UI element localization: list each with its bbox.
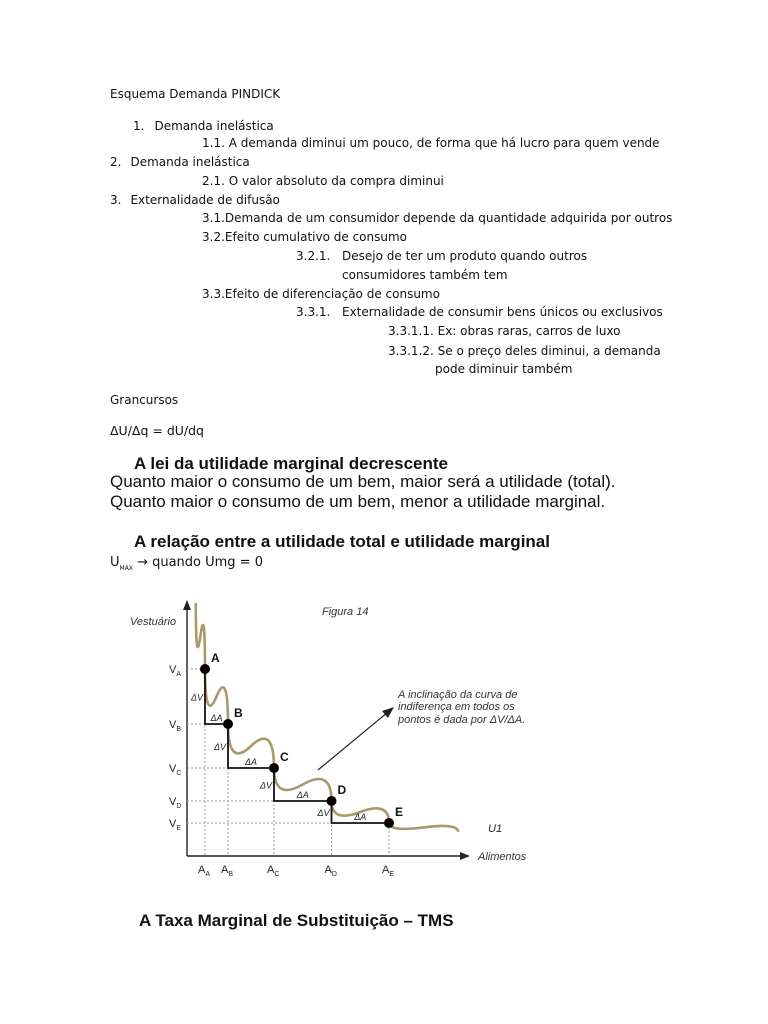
y-axis-label: Vestuário [130, 616, 177, 628]
outline-item-3 [110, 192, 280, 208]
y-tick-label: $V_B$ [169, 719, 182, 733]
tms-title: A Taxa Marginal de Substituição – TMS [139, 911, 454, 930]
item-text: Desejo de ter um produto quando outros [342, 249, 588, 263]
item-text: Demanda de um consumidor depende da quantidade adquirida por outros [224, 211, 673, 225]
u-subscript: MÁX [119, 565, 133, 572]
y-tick-subscript: C [176, 770, 182, 777]
note-line-2: indiferença em todos os [398, 701, 515, 713]
outline-item-1 [133, 118, 274, 134]
y-tick-subscript: A [176, 671, 182, 678]
indifference-curve-figure [112, 588, 542, 888]
x-tick-label: $A_C$ [267, 864, 280, 878]
note-arrowhead [382, 707, 394, 718]
y-tick-label: $V_C$ [169, 763, 182, 777]
y-tick-subscript: D [176, 803, 182, 810]
x-tick-label: $A_E$ [382, 864, 395, 878]
x-tick-subscript: E [389, 871, 395, 878]
item-text: A demanda diminui um pouco, de forma que há lucro para quem vende [228, 136, 660, 150]
point-label: D [337, 783, 347, 797]
outline-title: Esquema Demanda PINDICK [110, 87, 281, 101]
item-text: Ex: obras raras, carros de luxo [437, 324, 621, 338]
delta-a-label: ΔA [245, 757, 258, 767]
outline-item-3-3-1-2-cont: pode diminuir também [435, 362, 573, 376]
y-tick-subscript: E [176, 825, 182, 832]
item-number: 3.2.1. [296, 249, 331, 263]
umax-condition: → quando Umg = 0 [137, 555, 263, 570]
item-number: 2. [110, 155, 122, 169]
law-line-1: Quanto maior o consumo de um bem, maior será a utilidade (total). [110, 472, 616, 491]
relation-title: A relação entre a utilidade total e utilidade marginal [134, 532, 550, 551]
x-tick-label: $A_A$ [198, 864, 211, 878]
item-number: 3.3.1.2. [388, 344, 434, 358]
item-text: Demanda inelástica [130, 155, 250, 169]
curve-label: U1 [488, 823, 503, 835]
item-number: 2.1. [202, 174, 225, 188]
item-number: 3.3.1.1. [388, 324, 434, 338]
law-line-2: Quanto maior o consumo de um bem, menor a utilidade marginal. [110, 492, 606, 511]
delta-v-label: ΔV [214, 742, 227, 752]
outline-item-3-3-1-2 [388, 343, 661, 359]
point-label: C [280, 750, 289, 764]
delta-a-label: ΔA [354, 812, 367, 822]
point-label: E [395, 805, 404, 819]
outline-item-3-2 [202, 229, 407, 245]
outline-item-3-3-1-1 [388, 323, 621, 339]
item-number: 3.1. [202, 211, 225, 225]
item-number: 1. [133, 119, 145, 133]
x-axis-label: Alimentos [478, 851, 527, 863]
y-tick-label: $V_E$ [169, 818, 182, 832]
x-tick-label: $A_D$ [324, 864, 337, 878]
delta-a-label: ΔA [210, 713, 223, 723]
delta-a-label: ΔA [296, 790, 309, 800]
y-axis-arrow [183, 600, 191, 610]
outline-item-2 [110, 154, 250, 170]
item-number: 3.3. [202, 287, 225, 301]
point-b [223, 719, 233, 729]
law-title: A lei da utilidade marginal decrescente [134, 454, 448, 473]
umax-rule [110, 555, 263, 573]
x-tick-subscript: D [331, 871, 337, 878]
figure-caption: Figura 14 [322, 606, 369, 618]
item-text: Externalidade de difusão [130, 193, 280, 207]
outline-item-3-3-1 [296, 304, 663, 320]
outline-item-3-3 [202, 286, 440, 302]
note-arrow [318, 712, 388, 770]
outline-item-3-1 [202, 210, 672, 226]
y-tick-label: $V_A$ [169, 664, 182, 678]
outline-item-1-1 [202, 135, 660, 151]
point-a [200, 664, 210, 674]
x-axis-arrow [460, 852, 470, 860]
outline-item-2-1 [202, 173, 444, 189]
item-number: 3.3.1. [296, 305, 331, 319]
point-c [269, 763, 279, 773]
item-text: Demanda inelástica [154, 119, 274, 133]
point-e [384, 818, 394, 828]
outline-item-3-2-1-cont: consumidores também tem [342, 268, 508, 282]
formula: ΔU/Δq = dU/dq [110, 423, 204, 438]
item-text: Externalidade de consumir bens únicos ou exclusivos [342, 305, 663, 319]
delta-v-label: ΔV [317, 808, 330, 818]
x-tick-subscript: A [205, 871, 211, 878]
point-label: B [234, 706, 243, 720]
source-label: Grancursos [110, 393, 179, 407]
point-d [327, 796, 337, 806]
u-symbol: U [110, 555, 120, 570]
item-text: Efeito cumulativo de consumo [224, 230, 408, 244]
note-line-1: A inclinação da curva de [398, 689, 518, 701]
x-tick-label: $A_B$ [221, 864, 234, 878]
y-tick-label: $V_D$ [169, 796, 182, 810]
delta-v-label: ΔV [260, 780, 273, 791]
item-text: O valor absoluto da compra diminui [228, 174, 444, 188]
item-number: 1.1. [202, 136, 225, 150]
y-tick-subscript: B [176, 726, 182, 733]
item-text: Efeito de diferenciação de consumo [224, 287, 440, 301]
point-label: A [211, 651, 220, 665]
item-number: 3.2. [202, 230, 225, 244]
outline-item-3-2-1 [296, 248, 587, 264]
x-tick-subscript: B [228, 871, 234, 878]
x-tick-subscript: C [274, 871, 280, 878]
item-text: Se o preço deles diminui, a demanda [437, 344, 661, 358]
note-line-3: pontos é dada por ΔV/ΔA. [398, 714, 526, 726]
item-number: 3. [110, 193, 122, 207]
delta-v-label: ΔV [191, 692, 204, 703]
